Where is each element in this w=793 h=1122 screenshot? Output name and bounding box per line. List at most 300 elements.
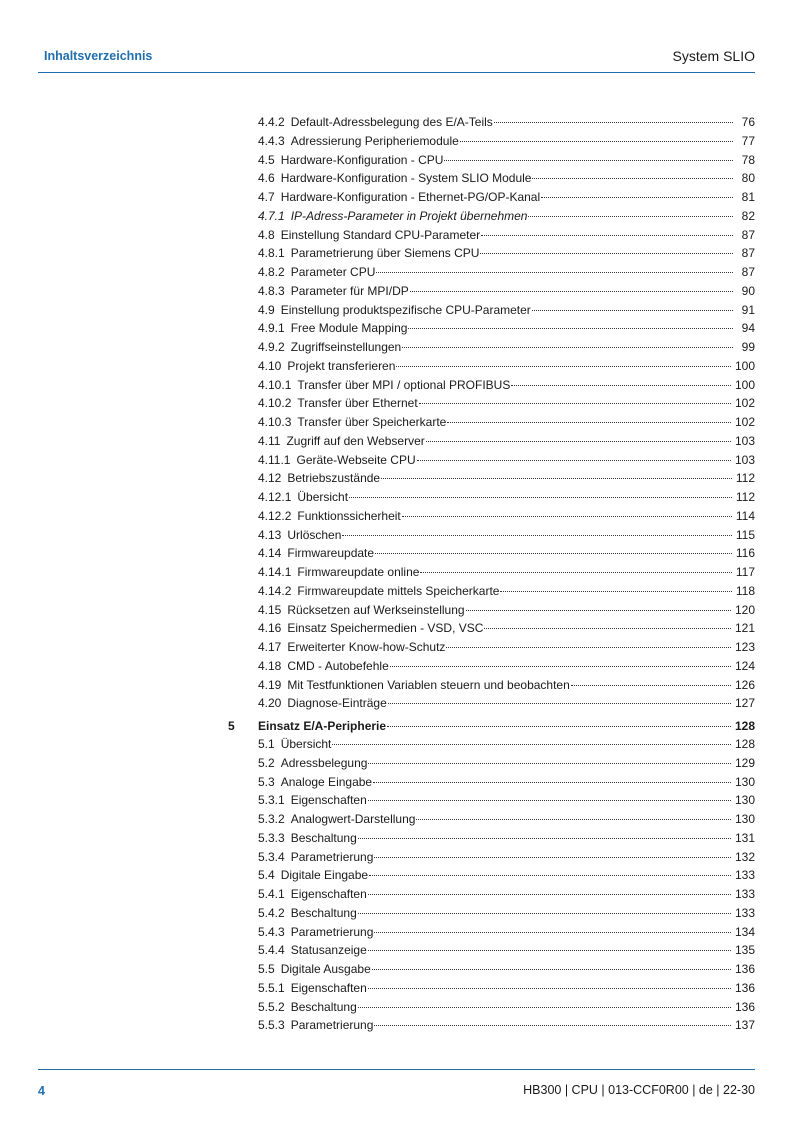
toc-section-title: Eigenschaften [290, 793, 367, 808]
toc-page-number: 137 [734, 1018, 755, 1033]
toc-section-title: Free Module Mapping [290, 321, 408, 336]
toc-section-title: Firmwareupdate [287, 546, 375, 561]
toc-page-number: 118 [735, 583, 755, 598]
toc-dot-leader [446, 647, 731, 648]
toc-page-number: 91 [741, 302, 755, 317]
toc-entry-line [258, 657, 755, 676]
toc-page-number: 80 [741, 171, 755, 186]
toc-page-number: 123 [734, 640, 755, 654]
toc-entry[interactable] [218, 207, 755, 226]
toc-section-number: 5.3.2 [258, 812, 285, 826]
toc-page-number: 82 [741, 208, 755, 223]
toc-entry-line [258, 469, 755, 488]
toc-dot-leader [369, 875, 731, 876]
toc-entry[interactable] [218, 829, 755, 848]
toc-entry[interactable] [218, 169, 755, 188]
toc-page-number: 87 [741, 265, 755, 279]
toc-section-number: 4.6 [258, 171, 275, 186]
toc-dot-leader [381, 478, 732, 479]
toc-dot-leader [368, 800, 731, 801]
toc-entry-line [258, 151, 755, 170]
toc-section-number: 5.3.4 [258, 849, 285, 864]
toc-entry-line [258, 960, 755, 979]
toc-section-title: Diagnose-Einträge [287, 696, 387, 711]
toc-section-number: 5.5.1 [258, 980, 285, 995]
toc-section-number: 4.10.3 [258, 415, 292, 429]
toc-dot-leader [419, 403, 731, 404]
toc-entry-line [258, 394, 755, 413]
toc-section-title: Funktionssicherheit [297, 508, 401, 523]
toc-section-title: Parameter CPU [290, 265, 376, 279]
toc-entry-line [258, 735, 755, 754]
toc-page-number: 103 [734, 452, 755, 467]
toc-entry[interactable] [218, 451, 755, 470]
toc-page-number: 136 [734, 999, 755, 1014]
toc-entry[interactable] [218, 998, 755, 1017]
toc-section-title: Betriebszustände [287, 471, 381, 486]
toc-section-number: 5.2 [258, 755, 275, 770]
toc-entry[interactable] [218, 469, 755, 488]
toc-dot-leader [408, 328, 733, 329]
toc-entry[interactable] [218, 563, 755, 582]
toc-section-title: Hardware-Konfiguration - System SLIO Module [280, 171, 532, 186]
toc-entry-line [258, 754, 755, 773]
toc-dot-leader [332, 744, 731, 745]
toc-dot-leader [376, 272, 733, 273]
toc-entry-line [258, 507, 755, 526]
toc-entry-line [258, 244, 755, 263]
toc-entry-line [258, 544, 755, 563]
toc-entry[interactable] [218, 960, 755, 979]
toc-section-number: 4.17 [258, 640, 282, 654]
toc-entry-line [258, 829, 755, 848]
toc-entry-line [258, 676, 755, 695]
toc-dot-leader [402, 347, 733, 348]
toc-entry-line [258, 357, 755, 376]
toc-page-number: 100 [734, 358, 755, 373]
toc-entry-line [258, 301, 755, 320]
toc-entry[interactable] [218, 866, 755, 885]
toc-section-number: 5.4.1 [258, 887, 285, 901]
toc-entry-line [258, 188, 755, 207]
toc-section-number: 4.11.1 [258, 452, 291, 467]
toc-section-number: 5.3.3 [258, 830, 285, 845]
toc-dot-leader [358, 913, 731, 914]
toc-section-number: 4.4.2 [258, 115, 285, 129]
toc-dot-leader [375, 553, 732, 554]
toc-page-number: 116 [735, 546, 755, 561]
toc-page-number: 130 [734, 793, 755, 808]
toc-entry[interactable] [218, 657, 755, 676]
toc-section-title: Parametrierung [290, 1018, 374, 1033]
toc-dot-leader [373, 782, 731, 783]
toc-entry-line [258, 451, 755, 470]
toc-page-number: 129 [734, 755, 755, 770]
toc-dot-leader [541, 197, 733, 198]
toc-entry-line [258, 319, 755, 338]
toc-section-number: 4.14 [258, 546, 282, 561]
toc-entry-line [258, 282, 755, 301]
toc-entry[interactable] [218, 810, 755, 829]
toc-dot-leader [396, 366, 731, 367]
toc-entry[interactable] [218, 601, 755, 620]
toc-section-number: 4.7.1 [258, 208, 285, 223]
toc-section-number: 5.3 [258, 774, 275, 789]
toc-entry-line [258, 866, 755, 885]
toc-section-title: Eigenschaften [290, 980, 367, 995]
toc-entry-line [258, 113, 755, 132]
toc-entry-line [258, 941, 755, 960]
toc-entry-line [258, 169, 755, 188]
toc-entry[interactable] [218, 582, 755, 601]
toc-page-number: 133 [734, 868, 755, 883]
toc-entry-line [258, 207, 755, 226]
toc-entry[interactable] [218, 754, 755, 773]
toc-section-title: Firmwareupdate mittels Speicherkarte [297, 583, 500, 598]
toc-section-number: 4.15 [258, 602, 282, 617]
toc-entry[interactable] [218, 301, 755, 320]
toc-entry[interactable] [218, 544, 755, 563]
toc-page-number: 124 [734, 658, 755, 673]
toc-section-number: 5.1 [258, 737, 275, 751]
toc-section-number: 4.12 [258, 471, 282, 486]
toc-section-title: Parametrierung über Siemens CPU [290, 246, 480, 261]
toc-entry[interactable] [218, 507, 755, 526]
toc-dot-leader [368, 950, 731, 951]
toc-dot-leader [466, 610, 731, 611]
toc-entry-line [258, 979, 755, 998]
toc-entry-line [258, 998, 755, 1017]
toc-entry-line [258, 885, 755, 904]
toc-entry-line [258, 563, 755, 582]
footer-page-number: 4 [38, 1084, 45, 1098]
toc-page-number: 78 [741, 152, 755, 167]
toc-section-number: 4.12.1 [258, 490, 292, 504]
table-of-contents [218, 113, 755, 1035]
toc-entry[interactable] [218, 941, 755, 960]
toc-dot-leader [410, 291, 733, 292]
toc-page-number: 130 [734, 812, 755, 826]
toc-dot-leader [494, 122, 733, 123]
toc-section-number: 4.13 [258, 527, 282, 542]
toc-section-title: Übersicht [280, 737, 332, 751]
toc-section-number: 5.4.4 [258, 943, 285, 958]
toc-entry[interactable] [218, 526, 755, 545]
toc-dot-leader [481, 235, 733, 236]
toc-entry[interactable] [218, 676, 755, 695]
toc-page-number: 136 [734, 980, 755, 995]
toc-section-number: 4.8.3 [258, 283, 285, 298]
toc-page-number: 134 [734, 924, 755, 939]
toc-section-title: Analogwert-Darstellung [290, 812, 416, 826]
toc-section-number: 4.11 [258, 433, 281, 448]
toc-entry[interactable] [218, 619, 755, 638]
toc-section-title: Geräte-Webseite CPU [296, 452, 416, 467]
toc-dot-leader [460, 141, 733, 142]
toc-entry[interactable] [218, 848, 755, 867]
toc-section-title: CMD - Autobefehle [287, 658, 389, 673]
toc-dot-leader [571, 685, 731, 686]
toc-page-number: 102 [734, 396, 755, 411]
toc-entry[interactable] [218, 885, 755, 904]
toc-section-number: 5.4.2 [258, 905, 285, 920]
toc-page-number: 115 [735, 527, 755, 542]
toc-entry-line [258, 582, 755, 601]
header-product-name: System SLIO [672, 48, 755, 64]
toc-dot-leader [388, 703, 731, 704]
toc-section-number: 4.14.2 [258, 583, 292, 598]
toc-entry-line [258, 376, 755, 395]
header-divider [38, 72, 755, 73]
toc-page-number: 81 [741, 190, 755, 204]
toc-entry-line [258, 638, 755, 657]
toc-page-number: 126 [734, 677, 755, 692]
toc-page-number: 99 [741, 340, 755, 354]
toc-section-title: Statusanzeige [290, 943, 367, 958]
toc-section-title: IP-Adress-Parameter in Projekt übernehmen [290, 208, 528, 223]
toc-entry[interactable] [218, 904, 755, 923]
toc-entry-line [258, 132, 755, 151]
toc-entry[interactable] [218, 638, 755, 657]
toc-entry[interactable] [218, 773, 755, 792]
toc-section-title: Mit Testfunktionen Variablen steuern und beobachten [287, 677, 570, 692]
toc-section-number: 5.4.3 [258, 924, 285, 939]
header-section-title: Inhaltsverzeichnis [44, 49, 153, 63]
toc-page-number: 136 [734, 962, 755, 976]
toc-page-number: 112 [735, 490, 755, 504]
toc-section-title: Parameter für MPI/DP [290, 283, 409, 298]
toc-entry-line [258, 488, 755, 507]
toc-entry-line [258, 791, 755, 810]
toc-entry[interactable] [218, 357, 755, 376]
toc-entry-line [258, 338, 755, 357]
toc-section-title: Eigenschaften [290, 887, 367, 901]
toc-section-title: Urlöschen [287, 527, 342, 542]
toc-section-title: Einstellung Standard CPU-Parameter [280, 227, 481, 242]
toc-dot-leader [368, 763, 731, 764]
toc-section-title: Transfer über Ethernet [297, 396, 418, 411]
toc-section-title: Hardware-Konfiguration - CPU [280, 152, 444, 167]
toc-page-number: 135 [734, 943, 755, 958]
toc-entry[interactable] [218, 132, 755, 151]
toc-entry-line [258, 923, 755, 942]
toc-entry[interactable] [218, 979, 755, 998]
toc-entry[interactable] [218, 432, 755, 451]
toc-dot-leader [374, 932, 731, 933]
toc-section-number: 4.7 [258, 190, 275, 204]
toc-page-number: 102 [734, 415, 755, 429]
toc-entry[interactable] [218, 151, 755, 170]
toc-entry[interactable] [218, 488, 755, 507]
toc-section-title: Parametrierung [290, 849, 374, 864]
toc-section-number: 4.10.2 [258, 396, 292, 411]
toc-entry[interactable] [218, 188, 755, 207]
toc-dot-leader [484, 628, 731, 629]
toc-entry-line [258, 226, 755, 245]
toc-section-title: Übersicht [297, 490, 349, 504]
toc-section-title: Einsatz E/A-Peripherie [258, 719, 387, 733]
toc-page-number: 100 [734, 377, 755, 392]
toc-section-number: 4.5 [258, 152, 275, 167]
toc-section-title: Rücksetzen auf Werkseinstellung [287, 602, 465, 617]
toc-section-title: Hardware-Konfiguration - Ethernet-PG/OP-Kanal [280, 190, 541, 204]
toc-dot-leader [528, 216, 733, 217]
toc-entry[interactable] [218, 319, 755, 338]
toc-entry[interactable] [218, 226, 755, 245]
toc-dot-leader [511, 385, 731, 386]
toc-section-number: 4.20 [258, 696, 282, 711]
toc-section-title: Beschaltung [290, 999, 357, 1014]
toc-section-number: 4.4.3 [258, 133, 285, 148]
toc-page-number: 103 [734, 433, 755, 448]
toc-section-title: Adressbelegung [280, 755, 368, 770]
toc-dot-leader [387, 726, 731, 727]
toc-page-number: 114 [735, 508, 755, 523]
toc-entry-line [258, 773, 755, 792]
toc-page-number: 90 [741, 283, 755, 298]
toc-page-number: 128 [734, 737, 755, 751]
toc-entry-line [258, 694, 755, 713]
toc-page-number: 121 [734, 621, 755, 636]
toc-section-number: 4.9 [258, 302, 275, 317]
footer-document-reference: HB300 | CPU | 013-CCF0R00 | de | 22-30 [523, 1083, 755, 1097]
toc-section-title: Zugriff auf den Webserver [286, 433, 425, 448]
toc-dot-leader [372, 969, 731, 970]
toc-section-title: Einstellung produktspezifische CPU-Parameter [280, 302, 531, 317]
toc-entry[interactable] [218, 282, 755, 301]
toc-section-title: Transfer über Speicherkarte [297, 415, 447, 429]
toc-page-number: 130 [734, 774, 755, 789]
toc-page-number: 132 [734, 849, 755, 864]
toc-dot-leader [426, 441, 731, 442]
toc-entry-line [258, 619, 755, 638]
toc-section-title: Zugriffseinstellungen [290, 340, 402, 354]
toc-section-title: Transfer über MPI / optional PROFIBUS [297, 377, 511, 392]
toc-section-title: Firmwareupdate online [297, 565, 420, 579]
footer-divider [38, 1069, 755, 1070]
toc-page-number: 128 [734, 719, 755, 733]
toc-dot-leader [402, 516, 732, 517]
toc-entry-line [258, 413, 755, 432]
toc-dot-leader [532, 178, 733, 179]
toc-dot-leader [420, 572, 731, 573]
toc-dot-leader [390, 666, 731, 667]
toc-section-title: Beschaltung [290, 830, 357, 845]
toc-section-title: Default-Adressbelegung des E/A-Teils [290, 115, 493, 129]
toc-section-number: 5.4 [258, 868, 275, 883]
toc-section-number: 4.10.1 [258, 377, 292, 392]
toc-page-number: 127 [734, 696, 755, 711]
toc-entry-line [258, 1016, 755, 1035]
toc-section-number: 4.8 [258, 227, 275, 242]
toc-section-number: 4.9.2 [258, 340, 285, 354]
toc-section-number: 4.9.1 [258, 321, 285, 336]
toc-section-number: 4.8.1 [258, 246, 285, 261]
toc-section-title: Projekt transferieren [287, 358, 396, 373]
toc-dot-leader [342, 535, 731, 536]
toc-page-number: 133 [734, 905, 755, 920]
toc-entry[interactable] [218, 694, 755, 713]
toc-page-number: 77 [741, 133, 755, 148]
toc-dot-leader [374, 857, 731, 858]
toc-section-title: Digitale Ausgabe [280, 962, 371, 976]
toc-dot-leader [417, 460, 731, 461]
toc-entry[interactable] [218, 244, 755, 263]
toc-section-title: Einsatz Speichermedien - VSD, VSC [287, 621, 484, 636]
toc-section-number: 4.8.2 [258, 265, 285, 279]
toc-page-number: 76 [741, 115, 755, 129]
toc-page-number: 94 [741, 321, 755, 336]
toc-dot-leader [500, 591, 731, 592]
toc-section-title: Digitale Eingabe [280, 868, 369, 883]
toc-entry[interactable] [218, 923, 755, 942]
toc-page-number: 87 [741, 227, 755, 242]
toc-section-number: 5.3.1 [258, 793, 285, 808]
toc-dot-leader [368, 894, 731, 895]
toc-entry[interactable] [218, 394, 755, 413]
toc-entry[interactable] [218, 413, 755, 432]
toc-page-number: 117 [735, 565, 755, 579]
toc-section-number: 5.5 [258, 962, 275, 976]
toc-entry[interactable] [218, 338, 755, 357]
toc-section-number: 4.12.2 [258, 508, 292, 523]
toc-page-number: 120 [734, 602, 755, 617]
toc-entry-line [258, 810, 755, 829]
toc-dot-leader [480, 253, 733, 254]
toc-chapter-number: 5 [228, 719, 235, 733]
toc-section-number: 5.5.2 [258, 999, 285, 1014]
toc-section-title: Beschaltung [290, 905, 357, 920]
toc-dot-leader [358, 1007, 731, 1008]
toc-dot-leader [374, 1025, 731, 1026]
toc-entry-line [258, 904, 755, 923]
toc-entry[interactable] [218, 376, 755, 395]
toc-entry-line [258, 601, 755, 620]
toc-entry-line [258, 848, 755, 867]
toc-entry-line [258, 526, 755, 545]
toc-section-title: Parametrierung [290, 924, 374, 939]
toc-page-number: 112 [735, 471, 755, 486]
toc-section-number: 4.10 [258, 358, 282, 373]
toc-entry[interactable] [218, 113, 755, 132]
toc-section-number: 4.19 [258, 677, 282, 692]
toc-section-number: 4.18 [258, 658, 282, 673]
toc-chapter-entry[interactable] [218, 713, 755, 735]
toc-dot-leader [368, 988, 731, 989]
toc-section-title: Adressierung Peripheriemodule [290, 133, 459, 148]
toc-page-number: 131 [734, 830, 755, 845]
toc-entry[interactable] [218, 263, 755, 282]
toc-dot-leader [532, 310, 733, 311]
toc-dot-leader [444, 160, 733, 161]
toc-entry-line [258, 432, 755, 451]
toc-page-number: 133 [734, 887, 755, 901]
toc-entry-line [258, 263, 755, 282]
toc-entry[interactable] [218, 735, 755, 754]
toc-entry[interactable] [218, 1016, 755, 1035]
toc-dot-leader [447, 422, 731, 423]
toc-dot-leader [349, 497, 732, 498]
toc-section-number: 5.5.3 [258, 1018, 285, 1033]
toc-section-title: Erweiterter Know-how-Schutz [287, 640, 446, 654]
toc-entry[interactable] [218, 791, 755, 810]
toc-section-title: Analoge Eingabe [280, 774, 373, 789]
toc-dot-leader [358, 838, 731, 839]
toc-dot-leader [416, 819, 731, 820]
toc-section-number: 4.16 [258, 621, 282, 636]
toc-page-number: 87 [741, 246, 755, 261]
toc-section-number: 4.14.1 [258, 565, 292, 579]
